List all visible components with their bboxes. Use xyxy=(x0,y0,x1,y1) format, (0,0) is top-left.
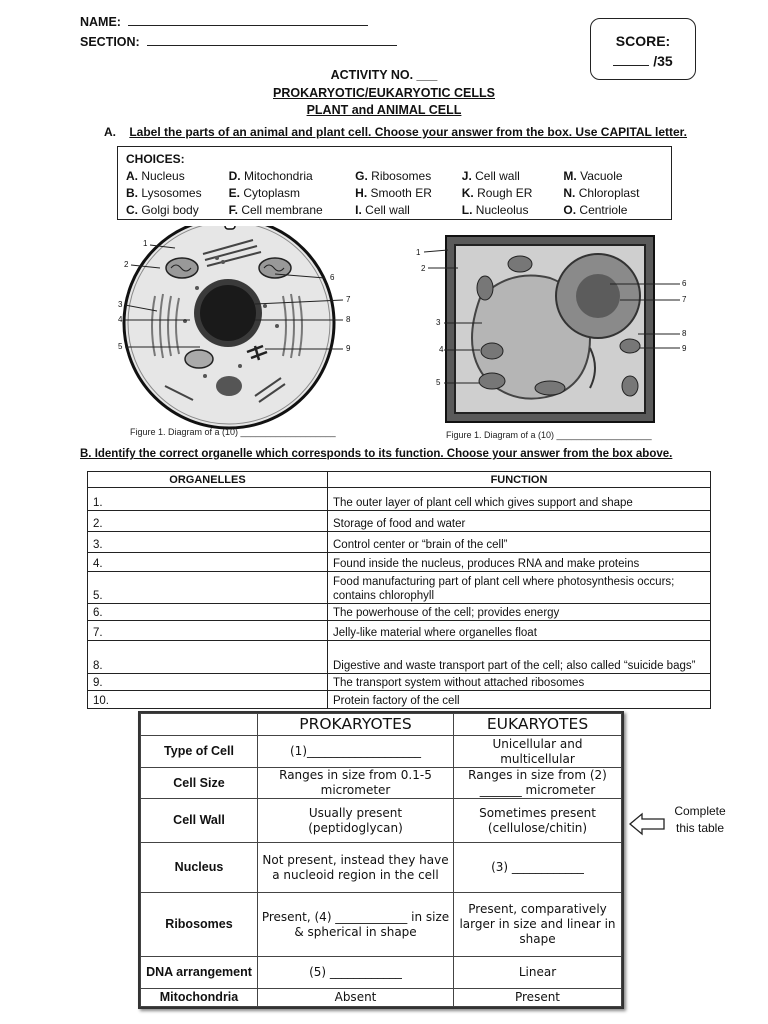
animal-label-1: 1 xyxy=(143,239,148,248)
function-cell: Digestive and waste transport part of the cell; also called “suicide bags” xyxy=(328,641,711,674)
row-label: Cell Size xyxy=(141,768,258,799)
animal-cell-figure xyxy=(124,226,334,428)
plant-label-5: 5 xyxy=(436,378,441,387)
plant-label-2: 2 xyxy=(421,264,426,273)
col-blank xyxy=(141,714,258,736)
choice-text: Nucleus xyxy=(141,169,185,183)
complete-table-note: Complete this table xyxy=(674,804,726,835)
choice-item xyxy=(229,202,356,219)
table-row xyxy=(141,799,622,843)
row-label: Mitochondria xyxy=(141,989,258,1007)
function-cell: The powerhouse of the cell; provides energy xyxy=(328,604,711,621)
prokaryote-cell: (1)___________________ xyxy=(258,736,454,768)
choices-box xyxy=(117,146,672,220)
table-row xyxy=(88,511,711,532)
function-cell: Control center or “brain of the cell” xyxy=(328,532,711,553)
choice-letter: G. xyxy=(355,169,368,183)
choices-title: CHOICES: xyxy=(126,152,185,166)
organelle-answer-cell[interactable]: 5. xyxy=(88,572,328,604)
eukaryote-cell: Present xyxy=(454,989,622,1007)
table-row xyxy=(141,843,622,893)
table-row xyxy=(141,736,622,768)
row-label: Nucleus xyxy=(141,843,258,893)
choice-letter: B. xyxy=(126,186,138,200)
function-cell: The transport system without attached ribosomes xyxy=(328,674,711,691)
choice-item xyxy=(229,168,356,185)
eukaryote-cell: Sometimes present (cellulose/chitin) xyxy=(454,799,622,843)
organelle-answer-cell[interactable]: 1. xyxy=(88,488,328,511)
animal-label-7: 7 xyxy=(346,295,351,304)
choice-text: Vacuole xyxy=(580,169,623,183)
organelle-answer-cell[interactable]: 8. xyxy=(88,641,328,674)
function-cell: Food manufacturing part of plant cell where photosynthesis occurs; contains chlorophyll xyxy=(328,572,711,604)
function-cell: Storage of food and water xyxy=(328,511,711,532)
prokaryote-cell: Usually present (peptidoglycan) xyxy=(258,799,454,843)
choice-item xyxy=(563,185,663,202)
table-row xyxy=(88,691,711,709)
choice-letter: N. xyxy=(563,186,576,200)
choice-item xyxy=(462,202,564,219)
comparison-table xyxy=(140,713,622,1007)
eukaryote-cell: Linear xyxy=(454,957,622,989)
part-a-prefix: A. xyxy=(104,125,116,139)
choices-row xyxy=(126,168,663,185)
col-eukaryotes: EUKARYOTES xyxy=(454,714,622,736)
organelle-answer-cell[interactable]: 10. xyxy=(88,691,328,709)
section-line xyxy=(80,35,397,49)
part-a-instruction xyxy=(104,125,687,139)
choice-letter: D. xyxy=(228,169,241,183)
choice-letter: O. xyxy=(563,203,577,217)
comparison-header-row xyxy=(141,714,622,736)
animal-cell-diagram xyxy=(105,226,345,440)
table-row xyxy=(88,641,711,674)
col-prokaryotes: PROKARYOTES xyxy=(258,714,454,736)
choice-item xyxy=(355,202,462,219)
name-line xyxy=(80,15,368,29)
animal-label-6: 6 xyxy=(330,273,335,282)
eukaryote-cell: Ranges in size from (2) _______ micrometer xyxy=(454,768,622,799)
plant-label-9: 9 xyxy=(682,344,687,353)
prokaryote-cell: (5) ____________ xyxy=(258,957,454,989)
plant-caption: Figure 1. Diagram of a (10) ___________________ xyxy=(446,430,652,440)
choice-letter: I. xyxy=(355,203,362,217)
row-label: DNA arrangement xyxy=(141,957,258,989)
table-row xyxy=(88,553,711,572)
col-function: FUNCTION xyxy=(328,472,711,488)
choice-text: Cytoplasm xyxy=(243,186,300,200)
choice-item xyxy=(462,168,564,185)
choice-letter: F. xyxy=(228,203,238,217)
animal-label-9: 9 xyxy=(346,344,351,353)
table-row xyxy=(88,604,711,621)
choice-letter: L. xyxy=(461,203,473,217)
prokaryote-cell: Not present, instead they have a nucleoid region in the cell xyxy=(258,843,454,893)
choice-item xyxy=(355,168,462,185)
eukaryote-cell: Unicellular and multicellular xyxy=(454,736,622,768)
choice-text: Ribosomes xyxy=(371,169,432,183)
row-label: Cell Wall xyxy=(141,799,258,843)
choice-text: Cell wall xyxy=(475,169,520,183)
organelle-answer-cell[interactable]: 2. xyxy=(88,511,328,532)
choice-text: Smooth ER xyxy=(370,186,432,200)
organelles-header-row xyxy=(88,472,711,488)
part-b-instruction: B. Identify the correct organelle which corresponds to its function. Choose your answer from the box above. xyxy=(80,448,673,460)
table-row xyxy=(141,989,622,1007)
choice-text: Centriole xyxy=(579,203,628,217)
name-label: NAME: xyxy=(80,15,121,29)
prokaryote-cell: Ranges in size from 0.1-5 micrometer xyxy=(258,768,454,799)
plant-cell-diagram xyxy=(410,228,690,428)
eukaryote-cell: Present, comparatively larger in size and linear in shape xyxy=(454,893,622,957)
col-organelles: ORGANELLES xyxy=(88,472,328,488)
plant-label-3: 3 xyxy=(436,318,441,327)
animal-label-8: 8 xyxy=(346,315,351,324)
table-row xyxy=(88,488,711,511)
function-cell: The outer layer of plant cell which gives support and shape xyxy=(328,488,711,511)
animal-label-4: 4 xyxy=(118,315,123,324)
animal-caption: Figure 1. Diagram of a (10) ___________________ xyxy=(130,427,336,437)
choice-item xyxy=(563,168,663,185)
prokaryote-cell: Present, (4) ____________ in size & spherical in shape xyxy=(258,893,454,957)
animal-label-3: 3 xyxy=(118,300,123,309)
choices-row xyxy=(126,202,663,219)
choice-item xyxy=(126,168,229,185)
choice-text: Cell membrane xyxy=(241,203,323,217)
choice-letter: M. xyxy=(563,169,577,183)
choices-row xyxy=(126,185,663,202)
choice-text: Mitochondria xyxy=(243,169,313,183)
plant-label-8: 8 xyxy=(682,329,687,338)
choice-text: Lysosomes xyxy=(141,186,202,200)
choice-letter: H. xyxy=(355,186,368,200)
choice-item xyxy=(126,185,229,202)
choice-item xyxy=(563,202,663,219)
choice-letter: E. xyxy=(228,186,240,200)
table-row xyxy=(88,621,711,641)
organelle-answer-cell[interactable]: 9. xyxy=(88,674,328,691)
animal-label-2: 2 xyxy=(124,260,129,269)
plant-label-6: 6 xyxy=(682,279,687,288)
left-arrow-icon xyxy=(628,812,666,836)
function-cell: Protein factory of the cell xyxy=(328,691,711,709)
activity-number: ACTIVITY NO. ___ xyxy=(330,68,438,82)
choice-letter: K. xyxy=(461,186,474,200)
row-label: Ribosomes xyxy=(141,893,258,957)
organelles-table xyxy=(87,471,711,709)
section-label: SECTION: xyxy=(80,35,140,49)
choice-item xyxy=(355,185,462,202)
choice-item xyxy=(229,185,356,202)
table-row xyxy=(141,768,622,799)
title-cells: PROKARYOTIC/EUKARYOTIC CELLS xyxy=(273,86,495,100)
table-row xyxy=(88,532,711,553)
choice-text: Cell wall xyxy=(365,203,410,217)
organelle-answer-cell[interactable]: 4. xyxy=(88,553,328,572)
choice-item xyxy=(462,185,564,202)
organelle-answer-cell[interactable]: 3. xyxy=(88,532,328,553)
organelle-answer-cell[interactable]: 7. xyxy=(88,621,328,641)
plant-label-7: 7 xyxy=(682,295,687,304)
table-row xyxy=(88,572,711,604)
table-row xyxy=(141,957,622,989)
title-plant-animal: PLANT and ANIMAL CELL xyxy=(306,103,462,117)
plant-label-4: 4 xyxy=(439,345,444,354)
function-cell: Found inside the nucleus, produces RNA and make proteins xyxy=(328,553,711,572)
choice-letter: C. xyxy=(126,203,138,217)
choice-text: Nucleolus xyxy=(475,203,529,217)
choice-item xyxy=(126,202,229,219)
score-label: SCORE: xyxy=(615,33,671,49)
choice-letter: J. xyxy=(461,169,472,183)
choice-text: Golgi body xyxy=(141,203,199,217)
prokaryote-cell: Absent xyxy=(258,989,454,1007)
table-row xyxy=(141,893,622,957)
choice-text: Chloroplast xyxy=(578,186,640,200)
plant-cell-figure xyxy=(446,236,654,422)
animal-label-5: 5 xyxy=(118,342,123,351)
part-a-text: Label the parts of an animal and plant cell. Choose your answer from the box. Use CAPITAL letter. xyxy=(129,125,688,139)
plant-label-1: 1 xyxy=(416,248,421,257)
score-total: /35 xyxy=(653,53,673,69)
table-row xyxy=(88,674,711,691)
organelle-answer-cell[interactable]: 6. xyxy=(88,604,328,621)
row-label: Type of Cell xyxy=(141,736,258,768)
eukaryote-cell: (3) ____________ xyxy=(454,843,622,893)
choice-letter: A. xyxy=(126,169,138,183)
function-cell: Jelly-like material where organelles float xyxy=(328,621,711,641)
choice-text: Rough ER xyxy=(477,186,533,200)
